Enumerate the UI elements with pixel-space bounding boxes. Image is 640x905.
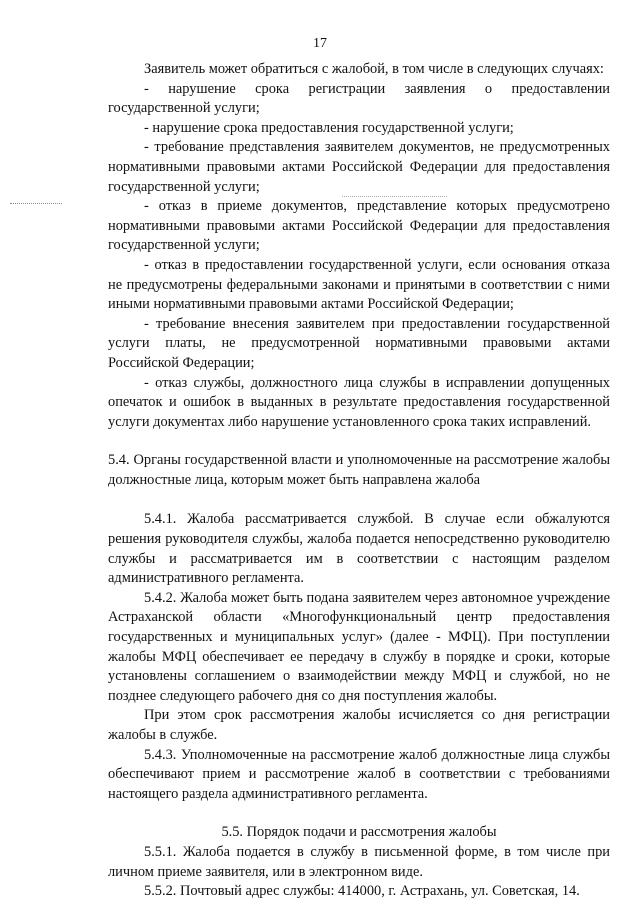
- paragraph-5-4-3: 5.4.3. Уполномоченные на рассмотрение жалоб должностные лица службы обеспечивают прием и рассмотрение жалоб в соответствии с требованиями настоящего раздела административного регламента.: [108, 746, 610, 802]
- section-heading-5-4: 5.4. Органы государственной власти и уполномоченные на рассмотрение жалобы должностные лица, которым может быть направлена жалоба: [108, 452, 610, 488]
- page-number: 17: [313, 36, 327, 51]
- case-item: - отказ в приеме документов, представление которых предусмотрено нормативными правовыми актами Российской Федерации для предоставления государственной услуги;: [108, 198, 610, 254]
- paragraph-5-4-2: 5.4.2. Жалоба может быть подана заявителем через автономное учреждение Астраханской области «Многофункциональный центр предоставления государственных и муниципальных услуг» (далее - МФЦ). При поступлении жалобы МФЦ обеспечивает ее передачу в службу в порядке и сроки, которые установлены соглашением о взаимодействии между МФЦ и службой, но не позднее следующего рабочего дня со дня поступления жалобы.: [108, 589, 610, 704]
- case-item: - нарушение срока регистрации заявления о предоставлении государственной услуги;: [108, 80, 610, 117]
- intro-paragraph: Заявитель может обратиться с жалобой, в том числе в следующих случаях:: [144, 61, 604, 77]
- document-body: [108, 60, 610, 902]
- paragraph-5-5-1: 5.5.1. Жалоба подается в службу в письменной форме, в том числе при личном приеме заявителя, или в электронном виде.: [108, 843, 610, 880]
- paragraph-5-4-1: 5.4.1. Жалоба рассматривается службой. В случае если обжалуются решения руководителя службы, жалоба подается непосредственно руководителю службы и рассматривается им в соответствии с настоящим разделом административного регламента.: [108, 511, 610, 587]
- section-heading-5-5: 5.5. Порядок подачи и рассмотрения жалобы: [221, 824, 497, 841]
- margin-scan-mark: [10, 203, 62, 204]
- paragraph-registration-term: При этом срок рассмотрения жалобы исчисляется со дня регистрации жалобы в службе.: [108, 707, 610, 743]
- case-item: - требование представления заявителем документов, не предусмотренных нормативными правовыми актами Российской Федерации для предоставления государственной услуги;: [108, 139, 610, 195]
- case-item: - отказ в предоставлении государственной услуги, если основания отказа не предусмотрены федеральными законами и принятыми в соответствии с ними иными нормативными правовыми актами Российской Федерации;: [108, 256, 610, 313]
- case-item: - требование внесения заявителем при предоставлении государственной услуги платы, не предусмотренной нормативными правовыми актами Российской Федерации;: [108, 315, 610, 371]
- case-item: - нарушение срока предоставления государственной услуги;: [144, 119, 514, 136]
- paragraph-5-5-2: 5.5.2. Почтовый адрес службы: 414000, г. Астрахань, ул. Советская, 14.: [144, 883, 580, 900]
- case-item: - отказ службы, должностного лица службы в исправлении допущенных опечаток и ошибок в выданных в результате предоставления государственной услуги документах либо нарушение установленного срока таких исправлений.: [108, 374, 610, 430]
